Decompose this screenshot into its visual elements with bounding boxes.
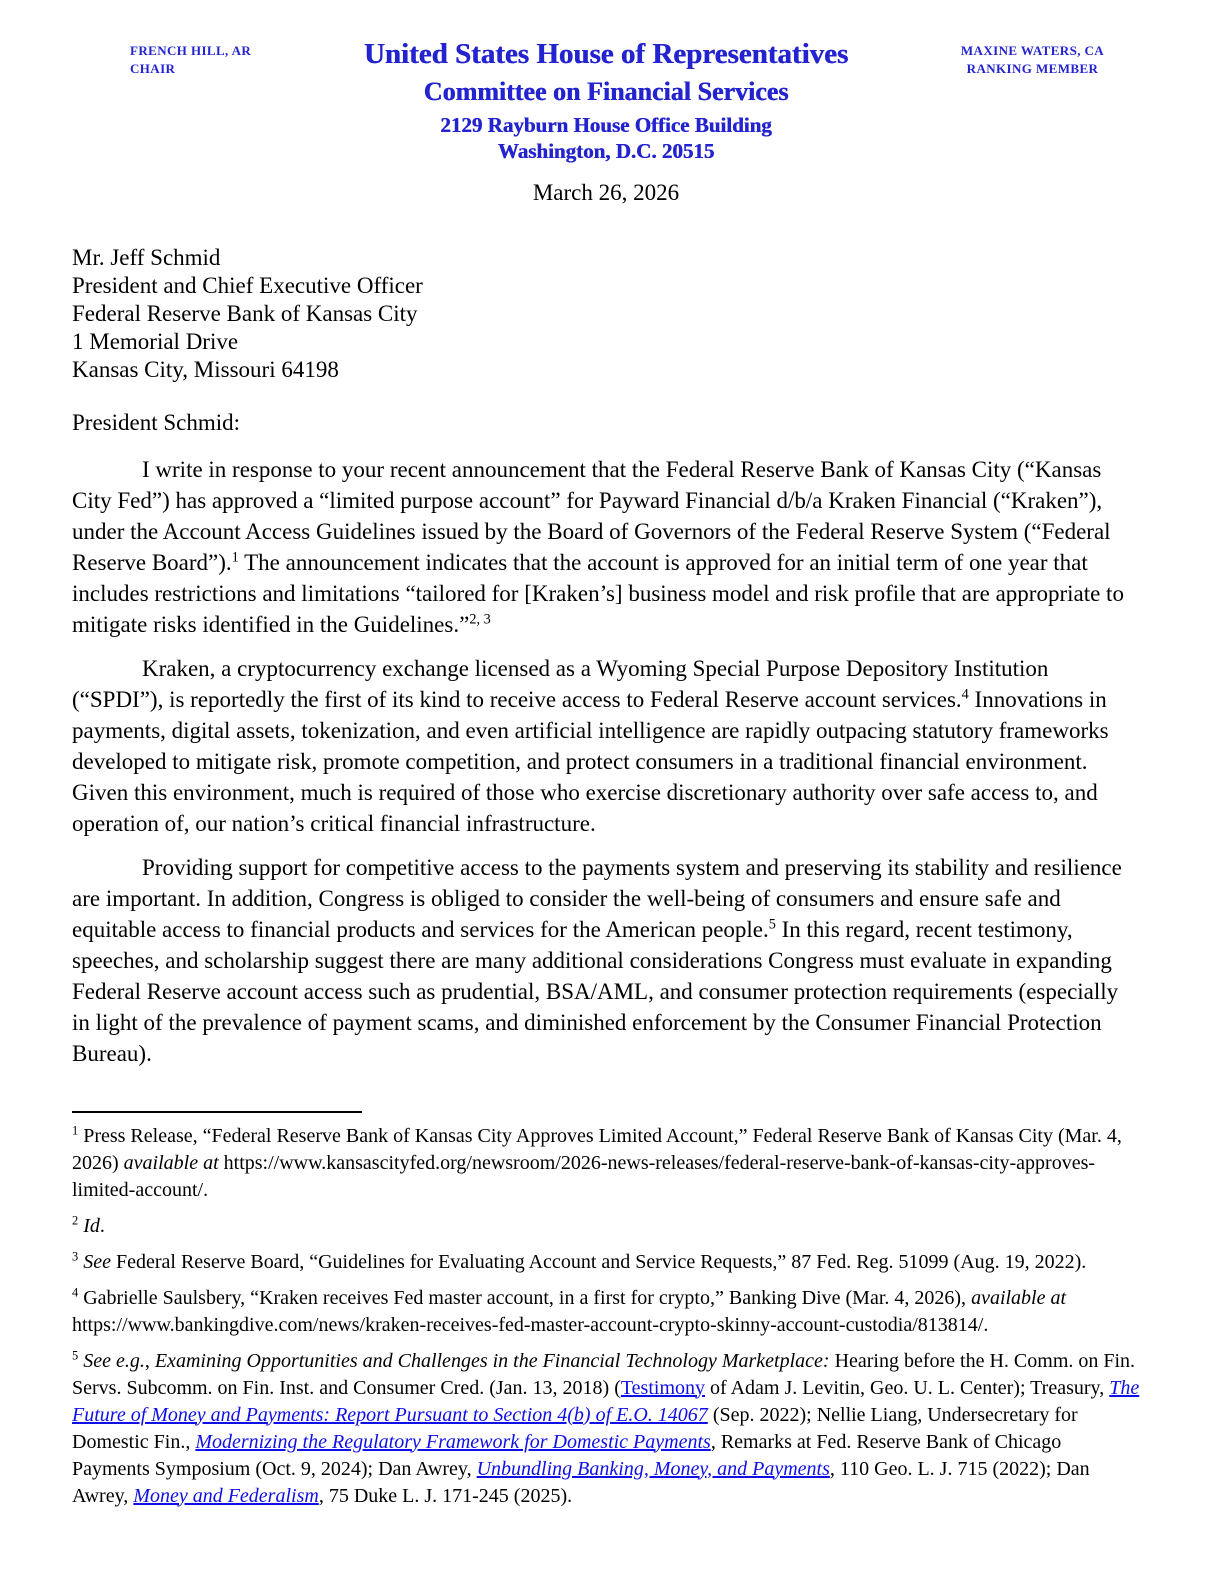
footnote-link[interactable]: Unbundling Banking, Money, and Payments	[476, 1457, 830, 1480]
footnote	[72, 1285, 1140, 1339]
text-run: The announcement indicates that the account is approved for an initial term of one year that includes restrictions and limitations “tailored for [Kraken’s] business model and risk profile that are appropriate to mitigate risks identified in the Guidelines.”	[72, 549, 1124, 637]
chair-name: FRENCH HILL, AR	[130, 43, 252, 58]
recipient-name: Mr. Jeff Schmid	[72, 244, 221, 270]
footnote-reference: 1	[231, 548, 239, 565]
text-run: ,	[144, 1349, 155, 1372]
salutation: President Schmid:	[72, 409, 241, 435]
footnote-reference: 5	[768, 915, 776, 932]
italic-text: available at	[971, 1286, 1067, 1309]
body-paragraph	[72, 454, 1140, 640]
org-name-line2: Committee on Financial Services	[423, 77, 789, 107]
italic-text: Examining Opportunities and Challenges in the Financial Technology Marketplace:	[154, 1349, 830, 1372]
body-paragraph	[72, 852, 1140, 1069]
text-run: of Adam J. Levitin, Geo. U. L. Center); Treasury,	[705, 1376, 1110, 1399]
org-name-line1: United States House of Representatives	[363, 38, 849, 70]
footnote	[72, 1249, 1140, 1276]
text-run: Providing support for competitive access to the payments system and preserving its stability and resilience are important. In addition, Congress is obliged to consider the well-being of consumers and ensure safe and equitable access to financial products and services for the American people.	[72, 854, 1122, 942]
footnote-reference: 2, 3	[469, 610, 491, 627]
text-run: .	[99, 1214, 105, 1237]
chair-block	[72, 38, 287, 77]
footnote	[72, 1213, 1140, 1240]
footnote-link[interactable]: Testimony	[620, 1376, 706, 1399]
footnote-reference: 2	[72, 1212, 79, 1227]
recipient-street: 1 Memorial Drive	[72, 328, 239, 354]
italic-text: available at	[123, 1151, 219, 1174]
text-run: https://www.kansascityfed.org/newsroom/2026-news-releases/federal-reserve-bank-of-kansas-city-approves-limited-account/.	[72, 1151, 1096, 1201]
footnote-link[interactable]: Modernizing the Regulatory Framework for Domestic Payments	[195, 1430, 711, 1453]
text-run: Federal Reserve Board, “Guidelines for Evaluating Account and Service Requests,” 87 Fed. Reg. 51099 (Aug. 19, 2022).	[110, 1250, 1087, 1273]
footnote	[72, 1123, 1140, 1204]
recipient-org: Federal Reserve Bank of Kansas City	[72, 300, 418, 326]
text-run: Hearing before the H. Comm. on Fin. Servs. Subcomm. on Fin. Inst. and Consumer Cred. (Jan. 13, 2018) (	[72, 1349, 1136, 1399]
org-address-line: 2129 Rayburn House Office Building	[440, 113, 772, 138]
footnote	[72, 1348, 1140, 1510]
italic-text: Id	[83, 1214, 100, 1237]
text-run: Gabrielle Saulsbery, “Kraken receives Fed master account, in a first for crypto,” Banking Dive (Mar. 4, 2026),	[78, 1286, 972, 1309]
text-run: , Remarks at Fed. Reserve Bank of Chicago Payments Symposium (Oct. 9, 2024); Dan Awrey,	[72, 1430, 1062, 1480]
recipient-city: Kansas City, Missouri 64198	[72, 356, 339, 382]
text-run: Press Release, “Federal Reserve Bank of Kansas City Approves Limited Account,” Federal Reserve Bank of Kansas City (Mar. 4, 2026)	[72, 1124, 1122, 1174]
footnote-reference: 1	[72, 1122, 79, 1137]
body-paragraph	[72, 653, 1140, 839]
text-run: (Sep. 2022); Nellie Liang, Undersecretary for Domestic Fin.,	[72, 1403, 1078, 1453]
recipient-address	[72, 244, 1140, 384]
ranking-member-title: RANKING MEMBER	[966, 60, 1099, 76]
letterhead-center	[287, 38, 925, 164]
ranking-member-name: MAXINE WATERS, CA	[960, 43, 1105, 58]
letterhead	[72, 38, 1140, 164]
text-run: https://www.bankingdive.com/news/kraken-receives-fed-master-account-crypto-skinny-account-custodia/813814/.	[72, 1313, 989, 1336]
text-run: , 110 Geo. L. J. 715 (2022); Dan Awrey,	[72, 1457, 1090, 1507]
text-run: , 75 Duke L. J. 171-245 (2025).	[318, 1484, 573, 1507]
text-run: In this regard, recent testimony, speeches, and scholarship suggest there are many additional considerations Congress must evaluate in expanding Federal Reserve account access such as prudential, BSA/AML, and consumer protection requirements (especially in light of the prevalence of payment scams, and diminished enforcement by the Consumer Financial Protection Bureau).	[72, 916, 1119, 1066]
org-city-line: Washington, D.C. 20515	[497, 139, 715, 164]
footnote-link[interactable]: Money and Federalism	[133, 1484, 319, 1507]
text-run: I write in response to your recent announcement that the Federal Reserve Bank of Kansas City (“Kansas City Fed”) has approved a “limited purpose account” for Payward Financial d/b/a Kraken Financial (“Kraken”), under the Account Access Guidelines issued by the Board of Governors of the Federal Reserve System (“Federal Reserve Board”).	[72, 456, 1111, 575]
footnote-reference: 4	[72, 1284, 79, 1299]
footnote-separator	[72, 1111, 362, 1113]
text-run: Kraken, a cryptocurrency exchange licensed as a Wyoming Special Purpose Depository Institution (“SPDI”), is reportedly the first of its kind to receive access to Federal Reserve account services.	[72, 655, 1049, 712]
text-run: Innovations in payments, digital assets, tokenization, and even artificial intelligence are rapidly outpacing statutory frameworks developed to mitigate risk, promote competition, and protect consumers in a traditional financial environment. Given this environment, much is required of those who exercise discretionary authority over safe access to, and operation of, our nation’s critical financial infrastructure.	[72, 686, 1109, 836]
chair-title: CHAIR	[130, 60, 176, 76]
ranking-member-block	[925, 38, 1140, 77]
letter-body	[72, 454, 1140, 1069]
footnote-reference: 5	[72, 1347, 79, 1362]
footnote-reference: 4	[961, 685, 969, 702]
italic-text: See e.g.	[83, 1349, 145, 1372]
italic-text: See	[83, 1250, 111, 1273]
recipient-title: President and Chief Executive Officer	[72, 272, 423, 298]
footnote-link[interactable]: The Future of Money and Payments: Report Pursuant to Section 4(b) of E.O. 14067	[72, 1376, 1140, 1426]
footnote-reference: 3	[72, 1248, 79, 1263]
footnotes-section	[72, 1111, 1140, 1510]
date-line: March 26, 2026	[532, 179, 680, 205]
